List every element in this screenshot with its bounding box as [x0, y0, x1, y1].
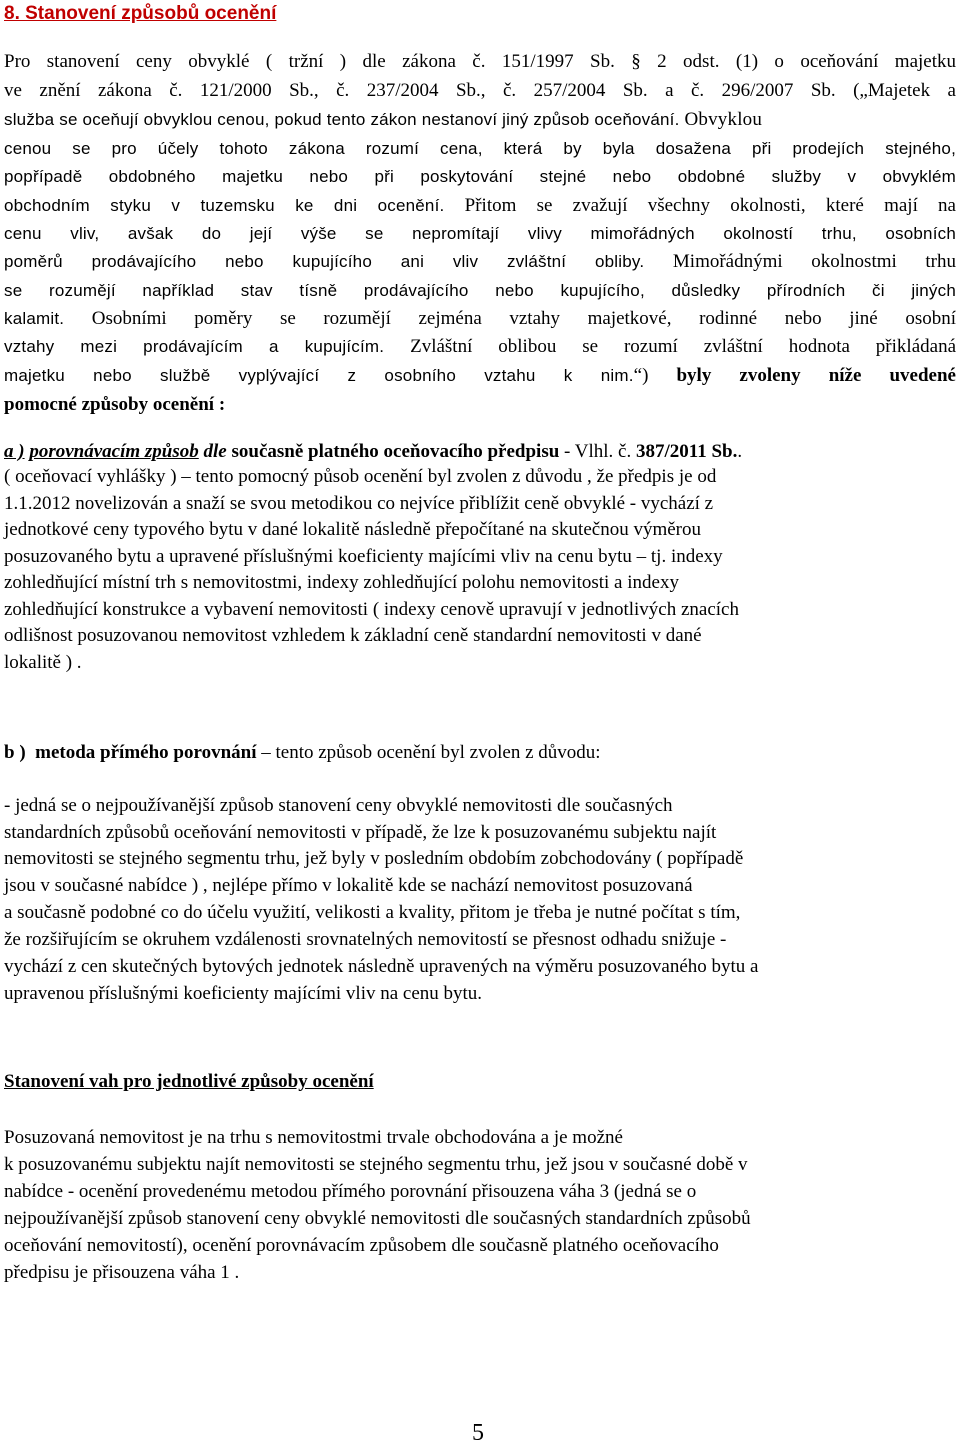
- weights-line-4: nejpoužívanější způsob stanovení ceny obvyklé nemovitosti dle současných standardních způsobů: [4, 1208, 751, 1229]
- intro-line-4: cenou se pro účely tohoto zákona rozumí cena, která by byla dosažena při prodejích stejného,: [4, 139, 956, 158]
- method-b-heading: [4, 741, 601, 765]
- intro-line-11: [4, 335, 956, 359]
- intro-line-8a: poměrů prodávajícího nebo kupujícího ani vliv zvláštní obliby.: [4, 252, 645, 271]
- method-a-line-2: ( oceňovací vyhlášky ) – tento pomocný působ ocenění byl zvolen z důvodu , že předpis je od: [4, 466, 717, 487]
- method-b-rest: – tento způsob ocenění byl zvolen z důvodu:: [256, 742, 601, 763]
- intro-line-11b: Zvláštní oblibou se rozumí zvláštní hodnota přikládaná: [384, 336, 956, 357]
- intro-line-6a: obchodním styku v tuzemsku ke dni ocenění.: [4, 196, 445, 215]
- intro-line-12: [4, 364, 956, 388]
- method-a-tail: - Vlhl. č.: [559, 441, 636, 462]
- weights-heading: Stanovení vah pro jednotlivé způsoby ocenění: [4, 1071, 374, 1092]
- weights-line-3: nabídce - ocenění provedenému metodou přímého porovnání přisouzena váha 3 (jedná se o: [4, 1181, 697, 1202]
- method-a-line-7: zohledňující konstrukce a vybavení nemovitosti ( indexy cenově upravují v jednotlivých znacích: [4, 599, 739, 620]
- method-a-decree: 387/2011 Sb.: [635, 441, 738, 462]
- intro-line-7: cenu vliv, avšak do její výše se nepromítají vlivy mimořádných okolností trhu, osobních: [4, 224, 956, 243]
- method-a-dle: dle: [203, 441, 227, 462]
- method-a-line-9: lokalitě ) .: [4, 652, 82, 673]
- method-b-line-7: vychází z cen skutečných bytových jednotek následně upravených na výměru posuzovaného bytu a: [4, 956, 759, 977]
- method-a-line-5: posuzovaného bytu a upravené příslušnými koeficienty majícími vliv na cenu bytu – tj. indexy: [4, 546, 723, 567]
- method-a-line-8: odlišnost posuzovanou nemovitost vzhledem k základní ceně standardní nemovitosti v dané: [4, 625, 702, 646]
- method-a-name: porovnávacím způsob: [29, 441, 199, 462]
- method-b-line-6: že rozšiřujícím se okruhem vzdálenosti srovnatelných nemovitostí se přesnost odhadu snižuje -: [4, 929, 727, 950]
- intro-line-12b: “): [633, 365, 649, 386]
- method-a-regulation: současně platného oceňovacího předpisu: [231, 441, 560, 462]
- method-a-line-3: 1.1.2012 novelizován a snaží se svou metodikou co nejvíce přiblížit ceně obvyklé - vychází z: [4, 493, 714, 514]
- method-a-letter: a ): [4, 441, 25, 462]
- section-heading: 8. Stanovení způsobů ocenění: [4, 3, 277, 24]
- intro-line-11a: vztahy mezi prodávajícím a kupujícím.: [4, 337, 385, 356]
- intro-line-3-tail: Obvyklou: [679, 109, 763, 130]
- method-a-heading: [4, 440, 742, 464]
- method-b-line-8: upravenou příslušnými koeficienty majícími vliv na cenu bytu.: [4, 983, 483, 1004]
- intro-line-12c: byly zvoleny níže uvedené: [648, 365, 956, 386]
- intro-line-10b: Osobními poměry se rozumějí zejména vztahy majetkové, rodinné nebo jiné osobní: [64, 308, 956, 329]
- intro-line-1: Pro stanovení ceny obvyklé ( tržní ) dle zákona č. 151/1997 Sb. § 2 odst. (1) o oceňování majetku: [4, 51, 956, 72]
- intro-line-9: se rozumějí například stav tísně prodávajícího nebo kupujícího, důsledky přírodních či jiných: [4, 281, 956, 300]
- intro-line-2: ve znění zákona č. 121/2000 Sb., č. 237/2004 Sb., č. 257/2004 Sb. a č. 296/2007 Sb. („Majetek a: [4, 80, 956, 101]
- method-a-dot: .: [737, 441, 743, 462]
- method-a-line-6: zohledňující místní trh s nemovitostmi, indexy zohledňující polohu nemovitosti a indexy: [4, 572, 679, 593]
- method-b-line-1: - jedná se o nejpoužívanější způsob stanovení ceny obvyklé nemovitosti dle současných: [4, 795, 673, 816]
- weights-line-2: k posuzovanému subjektu najít nemovitosti se stejného segmentu trhu, jež jsou v současné době v: [4, 1154, 748, 1175]
- intro-line-6: [4, 194, 956, 218]
- intro-line-3: [4, 108, 762, 132]
- intro-line-6b: Přitom se zvažují všechny okolnosti, které mají na: [444, 195, 956, 216]
- method-b-name: metoda přímého porovnání: [35, 742, 257, 763]
- method-b-line-3: nemovitosti se stejného segmentu trhu, jež byly v posledním obdobím zobchodovány ( popřípadě: [4, 848, 744, 869]
- intro-line-10: [4, 307, 956, 331]
- intro-line-5: popřípadě obdobného majetku nebo při poskytování stejné nebo obdobné služby v obvyklém: [4, 167, 956, 186]
- weights-line-5: oceňování nemovitostí), ocenění porovnávacím způsobem dle současně platného oceňovacího: [4, 1235, 719, 1256]
- method-b-line-2: standardních způsobů oceňování nemovitosti v případě, že lze k posuzovanému subjektu najít: [4, 822, 717, 843]
- intro-line-8b: Mimořádnými okolnostmi trhu: [644, 251, 957, 272]
- page-number: 5: [472, 1420, 484, 1446]
- method-b-line-4: jsou v současné nabídce ) , nejlépe přímo v lokalitě kde se nachází nemovitost posuzovaná: [4, 875, 693, 896]
- intro-line-10a: kalamit.: [4, 309, 65, 328]
- weights-line-6: předpisu je přisouzena váha 1 .: [4, 1262, 240, 1283]
- weights-line-1: Posuzovaná nemovitost je na trhu s nemovitostmi trvale obchodována a je možné: [4, 1127, 623, 1148]
- method-a-line-4: jednotkové ceny typového bytu v dané lokalitě následně přepočítané na skutečnou výměrou: [4, 519, 701, 540]
- intro-line-3-text: služba se oceňují obvyklou cenou, pokud tento zákon nestanoví jiný způsob oceňování.: [4, 110, 680, 129]
- method-b-line-5: a současně podobné co do účelu využití, velikosti a kvality, přitom je třeba je nutné počítat s tím,: [4, 902, 741, 923]
- intro-line-8: [4, 250, 956, 274]
- intro-line-12a: majetku nebo službě vyplývající z osobního vztahu k nim.: [4, 366, 634, 385]
- method-b-letter: b ): [4, 742, 26, 763]
- intro-line-13: pomocné způsoby ocenění :: [4, 394, 226, 415]
